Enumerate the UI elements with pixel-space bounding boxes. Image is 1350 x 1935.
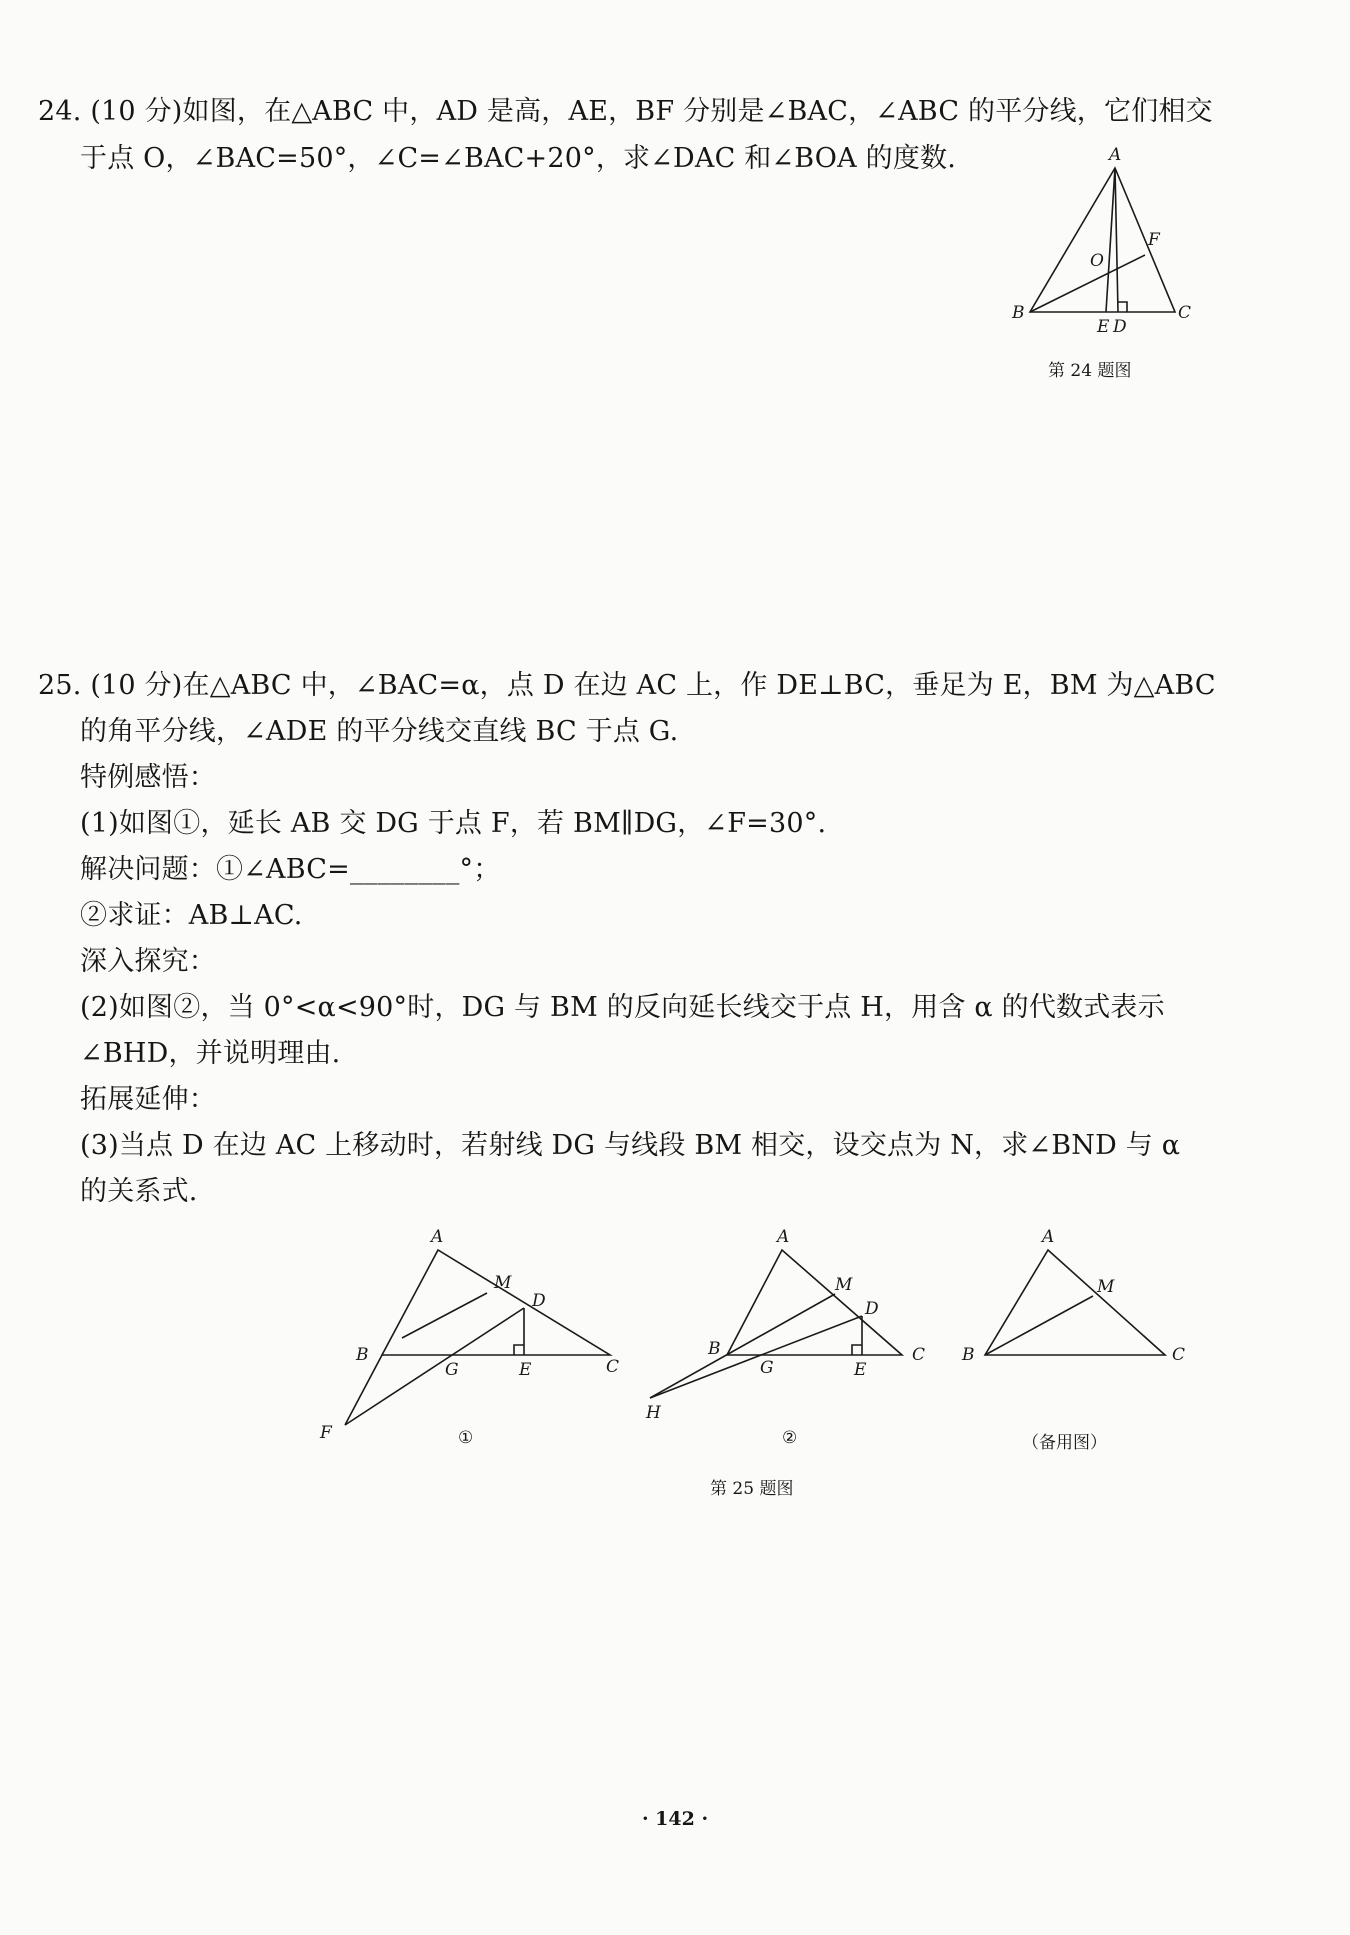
problem-24-line: 24. (10 分)如图，在△ABC 中，AD 是高，AE，BF 分别是∠BAC，∠ABC 的平分线，它们相交 — [38, 96, 1213, 127]
problem-25-line: 拓展延伸： — [80, 1084, 216, 1115]
label-e: E — [1097, 317, 1110, 337]
figure-25-caption: 第 25 题图 — [710, 1479, 794, 1499]
label-b: B — [1012, 303, 1025, 323]
label-e: E — [854, 1360, 867, 1380]
problem-25-line: ∠BHD，并说明理由. — [80, 1038, 341, 1069]
problem-25-line: 的角平分线，∠ADE 的平分线交直线 BC 于点 G. — [80, 716, 679, 747]
label-m: M — [1097, 1277, 1115, 1297]
figure-24-caption: 第 24 题图 — [1048, 361, 1132, 381]
label-a: A — [1109, 145, 1122, 165]
problem-25-line: 解决问题：①∠ABC=________°； — [80, 854, 501, 885]
figure-25-1 — [310, 1220, 630, 1443]
right-angle-mark — [514, 1345, 524, 1355]
right-angle-mark — [852, 1345, 862, 1355]
page-number: · 142 · — [641, 1808, 709, 1830]
triangle-abc — [382, 1250, 610, 1355]
label-c: C — [912, 1345, 926, 1365]
problem-25-line: 25. (10 分)在△ABC 中，∠BAC=α，点 D 在边 AC 上，作 DE⊥BC，垂足为 E，BM 为△ABC — [38, 670, 1216, 701]
label-d: D — [532, 1291, 546, 1311]
figure-25-2-caption: ② — [782, 1428, 798, 1448]
label-b: B — [962, 1345, 975, 1365]
label-o: O — [1090, 251, 1104, 271]
segment-dgh — [650, 1316, 862, 1398]
label-b: B — [708, 1339, 721, 1359]
triangle-abc — [985, 1250, 1165, 1355]
label-d: D — [1113, 317, 1127, 337]
label-a: A — [431, 1227, 444, 1247]
label-h: H — [646, 1403, 661, 1423]
label-m: M — [835, 1275, 853, 1295]
label-m: M — [494, 1273, 512, 1293]
label-b: B — [356, 1345, 369, 1365]
segment-bm — [402, 1293, 487, 1338]
problem-25-line: (3)当点 D 在边 AC 上移动时，若射线 DG 与线段 BM 相交，设交点为 N，求∠BND 与 α — [80, 1130, 1181, 1161]
figure-25-spare-caption: （备用图） — [1022, 1433, 1107, 1453]
problem-24-line: 于点 O，∠BAC=50°，∠C=∠BAC+20°，求∠DAC 和∠BOA 的度数. — [80, 143, 956, 174]
label-d: D — [865, 1299, 879, 1319]
segment-ae — [1106, 168, 1115, 312]
figure-25-spare — [960, 1220, 1200, 1380]
figure-24 — [1000, 140, 1200, 340]
label-a: A — [777, 1227, 790, 1247]
problem-25-line: (2)如图②，当 0°<α<90°时，DG 与 BM 的反向延长线交于点 H，用含 α 的代数式表示 — [80, 992, 1165, 1023]
label-f: F — [1148, 230, 1160, 250]
label-a: A — [1042, 1227, 1055, 1247]
label-e: E — [519, 1360, 532, 1380]
extension-ab — [345, 1355, 382, 1425]
figure-25-1-caption: ① — [458, 1428, 474, 1448]
label-g: G — [445, 1360, 459, 1380]
label-c: C — [606, 1357, 620, 1377]
figure-25-2 — [640, 1220, 940, 1423]
problem-25-line: (1)如图①，延长 AB 交 DG 于点 F，若 BM∥DG，∠F=30°. — [80, 808, 827, 839]
segment-ad — [1115, 168, 1118, 312]
label-c: C — [1178, 303, 1192, 323]
problem-25-line: 的关系式. — [80, 1176, 198, 1207]
figure-24-diagram — [1000, 140, 1200, 340]
problem-25-line: 特例感悟： — [80, 762, 216, 793]
segment-dgf — [345, 1308, 524, 1425]
figure-25-1-diagram — [310, 1220, 630, 1443]
problem-25-line: 深入探究： — [80, 946, 216, 977]
segment-mbh — [650, 1294, 835, 1398]
figure-25-spare-diagram — [960, 1220, 1200, 1380]
label-f: F — [320, 1423, 332, 1443]
right-angle-mark — [1118, 302, 1127, 312]
label-g: G — [760, 1358, 774, 1378]
label-c: C — [1172, 1345, 1186, 1365]
segment-bm — [985, 1296, 1093, 1355]
figure-25-2-diagram — [640, 1220, 940, 1423]
problem-25-line: ②求证：AB⊥AC. — [80, 900, 303, 931]
